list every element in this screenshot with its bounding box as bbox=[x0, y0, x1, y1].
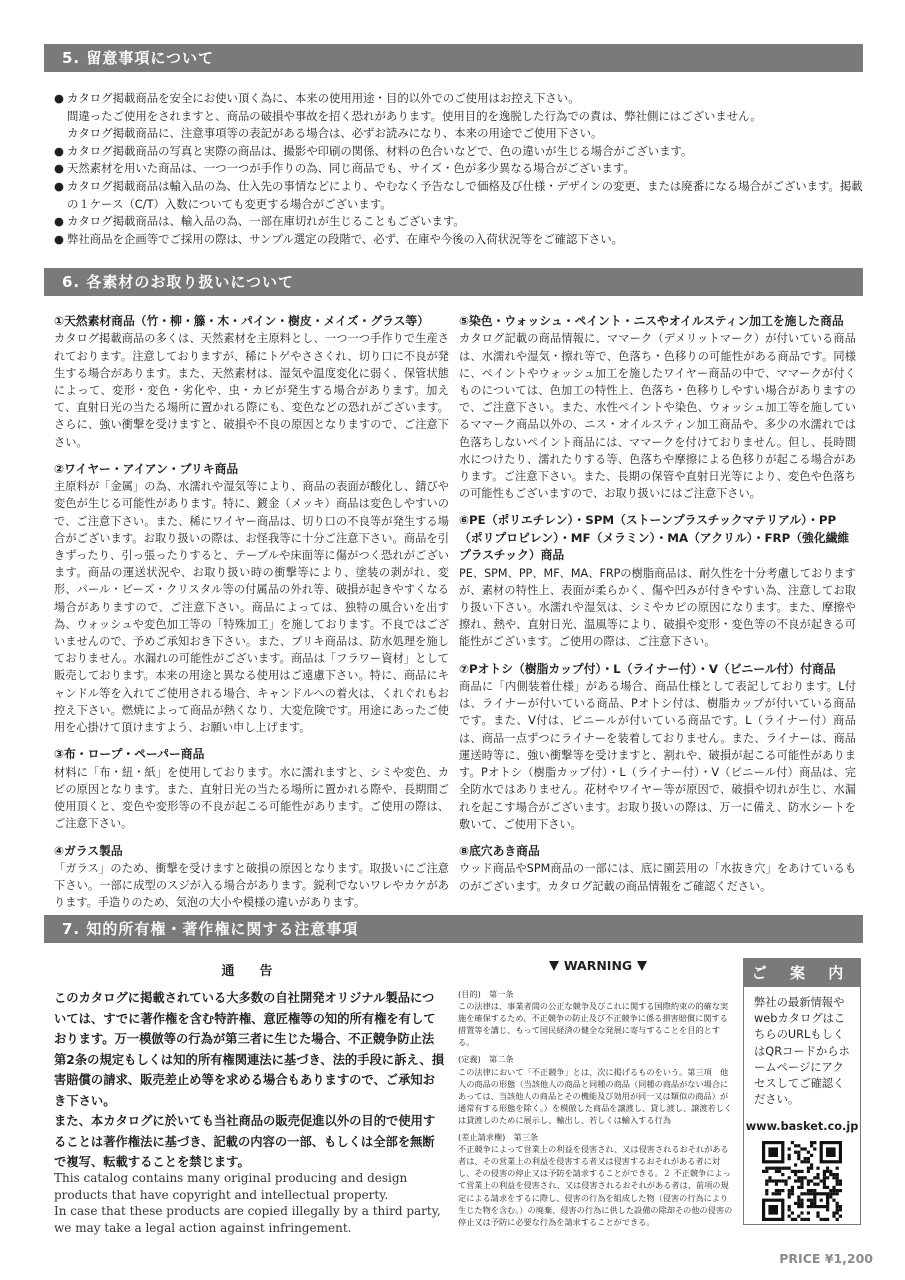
material-block bbox=[459, 661, 856, 833]
caution-line: カタログ掲載商品を安全にお使い頂く為に、本来の使用用途・目的以外でのご使用はお控え下さい。 bbox=[67, 91, 580, 105]
material-heading: ⑤染色・ウォッシュ・ペイント・ニスやオイルスティン加工を施した商品 bbox=[459, 314, 844, 328]
bullet-mark: ● bbox=[54, 143, 64, 158]
material-block bbox=[54, 843, 449, 912]
warning-articles bbox=[458, 988, 735, 1233]
material-block bbox=[54, 461, 449, 736]
caution-item bbox=[54, 90, 864, 143]
warning-article-body: 不正競争によって営業上の利益を侵害され、又は侵害されるおそれがある者は、その営業上の利益を侵害する者又は侵害するおそれがある者に対し、その侵害の停止又は予防を請求することができる。２ 不正競争によって営業上の利益を侵害され、又は侵害されるおそれがある者は、前項の規定による請求をするに際し、侵害の行為を組成した物（侵害の行為により生じた物を含む。）の廃棄、侵害の行為に供した設備の除却その他の侵害の停止又は予防に必要な行為を請求することができる。 bbox=[458, 1144, 733, 1227]
caution-text bbox=[67, 143, 864, 161]
info-box bbox=[743, 958, 861, 1225]
material-block bbox=[54, 313, 449, 451]
warning-article-head: (目的) 第一条 bbox=[458, 989, 514, 999]
materials-left-column bbox=[54, 313, 449, 922]
caution-item bbox=[54, 143, 864, 161]
bullet-mark: ● bbox=[54, 231, 64, 246]
material-heading: ④ガラス製品 bbox=[54, 843, 123, 858]
caution-item bbox=[54, 178, 864, 213]
qr-code-icon[interactable] bbox=[762, 1141, 842, 1221]
warning-title: WARNING bbox=[563, 958, 633, 973]
warning-triangle-icon bbox=[549, 961, 559, 971]
notice-english-line: This catalog contains many original producing and design products that have copyright and intellectual property. bbox=[54, 1171, 408, 1202]
warning-heading bbox=[458, 958, 738, 973]
section-7-title: 7. 知的所有権・著作権に関する注意事項 bbox=[44, 915, 863, 943]
info-title: ご 案 内 bbox=[744, 959, 860, 987]
bullet-mark: ● bbox=[54, 161, 64, 176]
caution-item bbox=[54, 213, 864, 231]
material-heading: ①天然素材商品（竹・柳・籐・木・パイン・樹皮・メイズ・グラス等） bbox=[54, 314, 429, 328]
caution-line: カタログ掲載商品の写真と実際の商品は、撮影や印刷の関係、材料の色合いなどで、色の違いが生じる場合がございます。 bbox=[67, 143, 693, 158]
website-link[interactable]: www.basket.co.jp bbox=[745, 1120, 859, 1134]
caution-text bbox=[67, 178, 864, 213]
material-block bbox=[459, 512, 856, 650]
material-body: 商品に「内側装着仕様」がある場合、商品仕様として表記しております。L付は、ライナーが付いている商品、Pオトシ付は、樹脂カップが付いている商品です。また、V付は、ビニールが付いている商品です。L（ライナー付）商品は、商品一点ずつにライナーを装着しておりません。また、ライナーは、商品運送時等に、強い衝撃等を受けますと、割れや、破損が起こる可能性があります。Pオトシ（樹脂カップ付）・L（ライナー付）・V（ビニール付）商品は、完全防水ではありません。花材やワイヤー等が原因で、破損や切れが生じ、水漏れを起こす場合がございます。お取り扱いの際は、万一に備え、防水シートを敷いて、ご使用下さい。 bbox=[459, 680, 856, 831]
caution-text bbox=[67, 160, 864, 178]
bullet-mark: ● bbox=[54, 214, 64, 229]
notice-paragraph: このカタログに掲載されている大多数の自社開発オリジナル製品については、すでに著作権を含む特許権、意匠権等の知的所有権を有しております。万一模倣等の行為が第三者に生じた場合、不正競争防止法第2条の規定もしくは知的所有権関連法に基づき、法的手段に訴え、損害賠償の請求、販売差止め等を求める場合もありますので、ご承知おき下さい。 bbox=[54, 991, 445, 1108]
notice-body bbox=[54, 988, 446, 1173]
catalog-price: PRICE ¥1,200 bbox=[779, 1251, 873, 1266]
material-heading: ⑧底穴あき商品 bbox=[459, 843, 540, 858]
caution-line: カタログ掲載商品は、輸入品の為、一部在庫切れが生じることもございます。 bbox=[67, 214, 465, 229]
material-heading: ③布・ロープ・ペーパー商品 bbox=[54, 747, 205, 762]
material-block bbox=[459, 843, 856, 895]
notice-english bbox=[54, 1170, 449, 1236]
caution-item bbox=[54, 231, 864, 249]
spacer bbox=[458, 1228, 735, 1233]
material-heading: ②ワイヤー・アイアン・ブリキ商品 bbox=[54, 461, 239, 476]
bullet-mark: ● bbox=[54, 91, 64, 105]
warning-article-head: (差止請求権) 第三条 bbox=[458, 1132, 539, 1143]
caution-text bbox=[67, 231, 864, 249]
caution-line: 天然素材を用いた商品は、一つ一つが手作りの為、同じ商品でも、サイズ・色が多少異なる場合がございます。 bbox=[67, 161, 635, 176]
material-block bbox=[459, 313, 856, 502]
bullet-mark: ● bbox=[54, 178, 64, 193]
material-body: 「ガラス」のため、衝撃を受けますと破損の原因となります。取扱いにご注意下さい。一部に成型のスジが入る場合があります。鋭利でないワレやカケがあります。手造りのため、気泡の大小や模様の違いがあります。 bbox=[54, 861, 449, 910]
materials-right-column bbox=[459, 313, 856, 905]
material-body: カタログ掲載商品の多くは、天然素材を主原料とし、一つ一つ手作りで生産されております。注意しておりますが、稀にトゲやささくれ、切り口に不良が発生する場合があります。また、天然素材は、湿気や温度変化に弱く、保管状態によって、変形・変色・劣化や、虫・カビが発生する場合があります。加えて、直射日光の当たる場所に置かれる際にも、変色などの恐れがございます。さらに、強い衝撃を受けますと、破損や不良の原因となりますので、ご注意下さい。 bbox=[54, 332, 449, 449]
caution-line: 弊社商品を企画等でご採用の際は、サンプル選定の段階で、必ず、在庫や今後の入荷状況等をご確認下さい。 bbox=[67, 231, 623, 246]
material-heading: ⑦Pオトシ（樹脂カップ付）・L（ライナー付）・V（ビニール付）付商品 bbox=[459, 661, 836, 676]
section-5-title: 5. 留意事項について bbox=[44, 44, 863, 72]
caution-line: カタログ掲載商品に、注意事項等の表記がある場合は、必ずお読みになり、本来の用途でご使用下さい。 bbox=[67, 126, 603, 141]
info-text: 弊社の最新情報やwebカタログはこちらのURLもしくはQRコードからホームページにアクセスしてご確認ください。 bbox=[754, 996, 850, 1107]
warning-triangle-icon bbox=[637, 961, 647, 971]
material-body: 材料に「布・紐・紙」を使用しております。水に濡れますと、シミや変色、カビの原因となります。また、直射日光の当たる場所に置かれる際や、長期間ご使用頂くと、変色や変形等の不良が起こる可能性があります。ご使用の際は、ご注意下さい。 bbox=[54, 765, 449, 831]
material-body: ウッド商品やSPM商品の一部には、底に園芸用の「水抜き穴」をあけているものがございます。カタログ記載の商品情報をご確認ください。 bbox=[459, 862, 856, 893]
material-body: PE、SPM、PP、MF、MA、FRPの樹脂商品は、耐久性を十分考慮しておりますが、素材の特性上、表面が柔らかく、傷や凹みが付きやすい為、注意してお取り扱い下さい。水濡れや湿気は、シミやカビの原因になります。また、摩擦や擦れ、熱や、直射日光、温風等により、破損や変形・変色等の不良が起きる可能性がございます。ご使用の際は、ご注意下さい。 bbox=[459, 566, 856, 649]
caution-text bbox=[67, 90, 864, 143]
caution-text bbox=[67, 213, 864, 231]
warning-article-body: この法律において「不正競争」とは、次に掲げるものをいう。第三項 他人の商品の形態（当該他人の商品と同種の商品（同種の商品がない場合にあっては、当該他人の商品とその機能及び効用が同一又は類似の商品）が通常有する形態を除く。）を模倣した商品を譲渡し、貸し渡し、譲渡若しくは貸渡しのために展示し、輸出し、若しくは輸入する行為 bbox=[458, 1066, 733, 1125]
notice-paragraph: また、本カタログに於いても当社商品の販売促進以外の目的で使用することは著作権法に基づき、記載の内容の一部、もしくは全部を無断で複写、転載することを禁じます。 bbox=[54, 1114, 436, 1169]
material-block bbox=[54, 746, 449, 832]
caution-line: 間違ったご使用をされますと、商品の破損や事故を招く恐れがあります。使用目的を逸脱した行為での責は、弊社側にはございません。 bbox=[67, 108, 762, 123]
notice-english-line: In case that these products are copied illegally by a third party, we may take a legal action against infringement. bbox=[54, 1204, 441, 1235]
warning-article-body: この法律は、事業者間の公正な競争及びこれに関する国際約束の的確な実施を確保するため、不正競争の防止及び不正競争に係る損害賠償に関する措置等を講じ、もって国民経済の健全な発展に寄与することを目的とする。 bbox=[458, 1001, 729, 1048]
caution-item bbox=[54, 160, 864, 178]
material-body: 主原料が「金属」の為、水濡れや湿気等により、商品の表面が酸化し、錆びや変色が生じる可能性があります。特に、鍍金（メッキ）商品は変色しやすいので、ご注意下さい。また、稀にワイヤー商品は、切り口の不良等が発生する場合がございます。お取り扱いの際は、お怪我等に十分ご注意下さい。商品を引きずったり、引っ張ったりすると、テーブルや床面等に傷がつく恐れがございます。商品の運送状況や、お取り扱い時の衝撃等により、塗装の剥がれ、変形、パール・ビーズ・クリスタル等の付属品の外れ等、破損が起きやすくなる場合がありますので、ご注意下さい。商品によっては、独特の風合いを出す為、ウォッシュや変色加工等の「特殊加工」を施しております。不良ではございませんので、予めご承知おき下さい。また、ブリキ商品は、防水処理を施しておりません。水漏れの可能性がございます。商品は「フラワー資材」として販売しております。本来の用途と異なる使用はご遠慮下さい。特に、商品にキャンドル等を入れてご使用される場合、キャンドルへの着火は、くれぐれもお控え下さい。燃焼によって商品が熱くなり、大変危険です。用途にあったご使用を心掛けて頂けますよう、お願い申し上げます。 bbox=[54, 480, 449, 735]
material-heading: ⑥PE（ポリエチレン）・SPM（ストーンプラスチックマテリアル）・PP（ポリプロピレン）・MF（メラミン）・MA（アクリル）・FRP（強化繊維プラスチック）商品 bbox=[459, 513, 850, 563]
cautions-list bbox=[54, 90, 864, 248]
material-body: カタログ記載の商品情報に、ママーク（デメリットマーク）が付いている商品は、水濡れや湿気・擦れ等で、色落ち・色移りの可能性がある商品です。同様に、ペイントやウォッシュ加工を施したワイヤー商品の中で、ママークが付くものについては、色加工の特性上、色落ち・色移りしやすい場合がありますので、ご注意下さい。また、水性ペイントや染色、ウォッシュ加工等を施しているママーク商品以外の、ニス・オイルスティン加工商品や、多少の水濡れでは色落ちしないペイント商品には、ママークを付けておりません。但し、長時間水につけたり、濡れたりする等、色落ちや摩擦による色移りが起こる場合があります。ご注意下さい。また、長期の保管や直射日光等により、変色や色落ちの可能性もございますので、お取り扱いにはご注意下さい。 bbox=[459, 332, 856, 501]
notice-title: 通 告 bbox=[221, 964, 279, 979]
section-6-title: 6. 各素材のお取り扱いについて bbox=[44, 268, 863, 296]
warning-article-head: (定義) 第二条 bbox=[458, 1054, 514, 1065]
caution-line: カタログ掲載商品は輸入品の為、仕入先の事情などにより、やむなく予告なしで価格及び仕様・デザインの変更、または廃番になる場合がございます。掲載の１ケース（C/T）入数についても変更する場合がございます。 bbox=[67, 178, 863, 211]
